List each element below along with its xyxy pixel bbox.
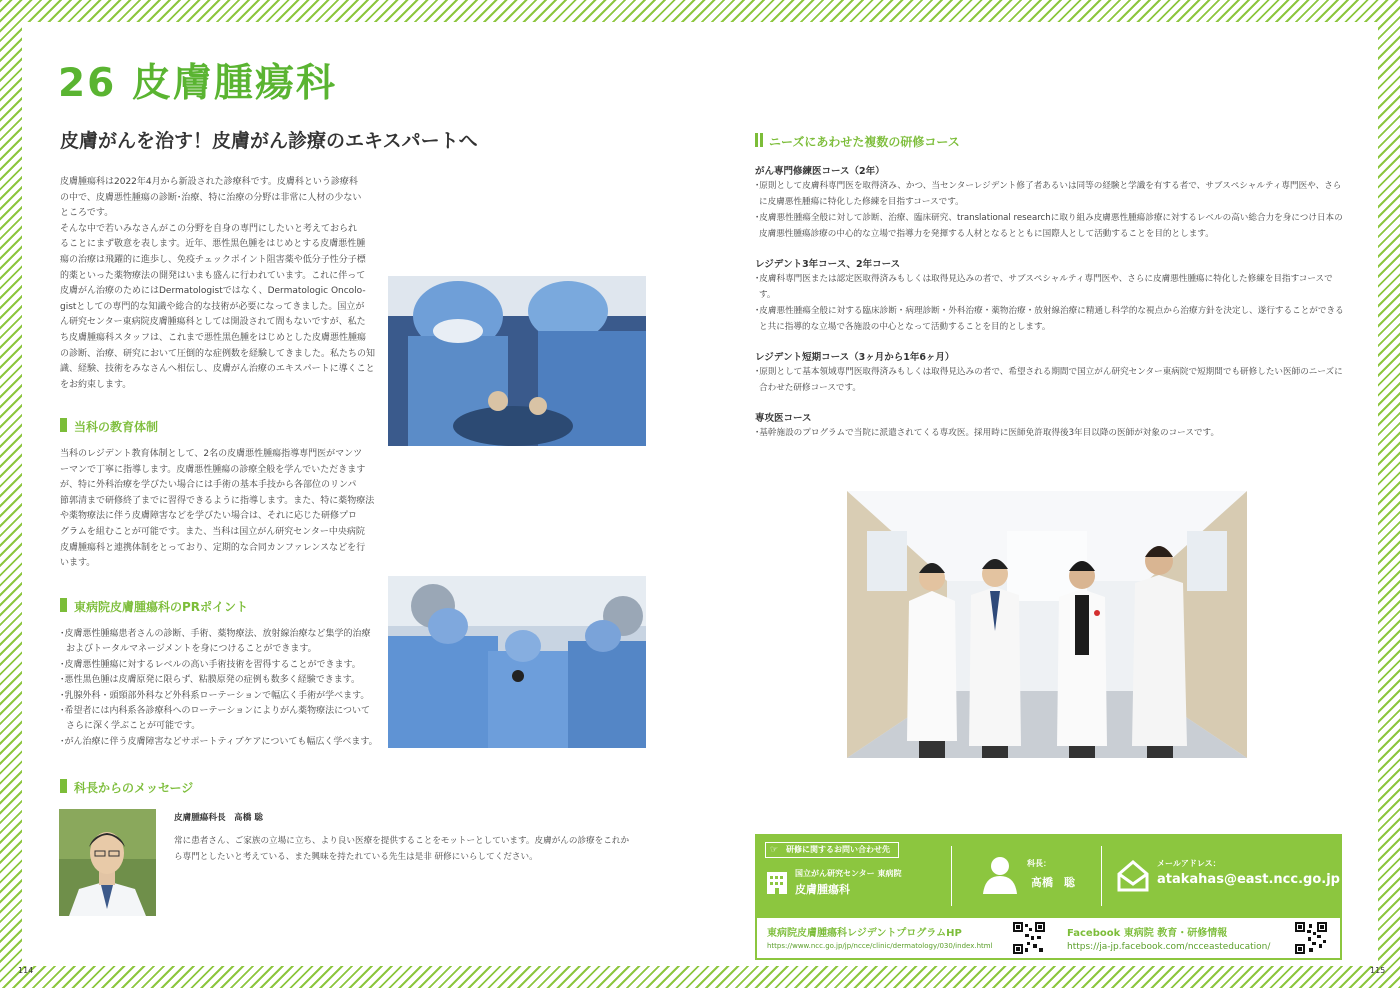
intro-line: をお約束します。 <box>60 379 132 390</box>
courses-heading: ニーズにあわせた複数の研修コース <box>755 133 960 150</box>
course-title: レジデント3年コース、2年コース <box>755 259 901 270</box>
education-line: 当科のレジデント教育体制として、2名の皮膚悪性腫瘍指導専門医がマンツ <box>60 449 363 459</box>
page-number-left: 114 <box>18 966 34 975</box>
intro-text <box>60 175 376 393</box>
intro-line: 的薬といった薬物療法の開発はいまも盛んに行われています。これに伴って <box>60 270 366 281</box>
link-facebook-url[interactable]: https://ja-jp.facebook.com/ncceasteducation/ <box>1067 942 1271 952</box>
contact-label <box>765 842 899 858</box>
link-facebook-title[interactable]: Facebook 東病院 教育・研修情報 <box>1067 928 1228 939</box>
link-residency-title[interactable]: 東病院皮膚腫瘍科レジデントプログラムHP <box>767 928 962 939</box>
contact-email-label: メールアドレス： <box>1157 859 1221 868</box>
intro-line: ん研究センター東病院皮膚腫瘍科としては開設されて間もないですが、私た <box>60 317 366 328</box>
surgery-photo-1 <box>388 276 646 446</box>
pr-point: ･皮膚悪性腫瘍患者さんの診断、手術、薬物療法、放射線治療など集学的治療およびトータルマネージメントを身につけることができます。 <box>60 629 371 655</box>
intro-line: の診断、治療、研究において圧倒的な症例数を経験してきました。私たちの知 <box>60 348 376 359</box>
contact-org-line1: 国立がん研究センター 東病院 <box>795 869 902 878</box>
right-page <box>700 22 1378 966</box>
staff-photo <box>847 491 1247 758</box>
lead-heading: 皮膚がんを治す！皮膚がん診療のエキスパートへ <box>60 130 478 152</box>
education-line: が、特に外科治療を学びたい場合には手術の基本手技から各部位のリンパ <box>60 480 357 491</box>
pr-heading: 東病院皮膚腫瘍科のPRポイント <box>60 598 248 615</box>
contact-head-label: 科長： <box>1027 859 1051 868</box>
contact-divider-1 <box>951 846 952 906</box>
left-page <box>22 22 700 966</box>
link-residency[interactable] <box>767 924 993 950</box>
course-item: ･皮膚悪性腫瘍全般に対して診断、治療、臨床研究、translational researchに取り組み皮膚悪性腫瘍診療に対するレベルの高い総合力を身につけ日本の皮膚悪性腫瘍診療の中心的な立場で指導力を発揮する人材となるとともに国際人として活動することを目的とします。 <box>755 213 1343 239</box>
message-text <box>174 833 654 865</box>
link-facebook[interactable] <box>1067 924 1270 952</box>
pr-point: ･皮膚悪性腫瘍に対するレベルの高い手術技術を習得することができます。 <box>60 659 361 670</box>
page-number-right: 115 <box>1370 966 1386 975</box>
contact-org-line2: 皮膚腫瘍科 <box>795 883 850 896</box>
course <box>755 349 1345 396</box>
intro-line: ることにまず敬意を表します。近年、悪性黒色腫をはじめとする皮膚悪性腫 <box>60 239 366 250</box>
contact-divider-2 <box>1101 846 1102 906</box>
contact-label-text: 研修に関するお問い合わせ先 <box>786 845 890 854</box>
intro-line: 皮膚がん治療のためにはDermatologistではなく、Dermatologic Oncolo- <box>60 286 366 297</box>
course <box>755 256 1345 335</box>
courses-list <box>755 163 1345 455</box>
message-line: 常に患者さん、ご家族の立場に立ち、より良い医療を提供することをモットーとしています。皮膚がんの診療をこれか <box>174 836 630 846</box>
building-icon <box>765 868 789 894</box>
education-text <box>60 447 375 572</box>
course-item: ･基幹施設のプログラムで当院に派遣されてくる専攻医。採用時に医師免許取得後3年目以降の医師が対象のコースです。 <box>755 428 1220 438</box>
message-author: 皮膚腫瘍科長 髙橋 聡 <box>174 813 263 823</box>
department-title: 26 皮膚腫瘍科 <box>58 61 337 106</box>
education-line: います。 <box>60 558 96 569</box>
course <box>755 410 1345 441</box>
education-line: や薬物療法に伴う皮膚障害などを学びたい場合は、それに応じた研修プロ <box>60 511 358 522</box>
course-item: ･原則として皮膚科専門医を取得済み、かつ、当センターレジデント修了者あるいは同等の経験と学識を有する者で、サブスペシャルティ専門医や、さらに皮膚悪性腫瘍に特化した修練を目指すコースです。 <box>755 181 1342 207</box>
surgery-photo-2 <box>388 576 646 748</box>
course-title: レジデント短期コース（3ヶ月から1年6ヶ月） <box>755 352 955 363</box>
contact-email[interactable]: atakahas@east.ncc.go.jp <box>1157 872 1340 887</box>
pr-point: ･希望者には内科系各診療科へのローテーションによりがん薬物療法についてさらに深く学ぶことが可能です。 <box>60 706 370 732</box>
pr-point: ･がん治療に伴う皮膚障害などサポートティブケアについても幅広く学べます。 <box>60 736 378 747</box>
pr-point: ･悪性黒色腫は皮膚原発に限らず、粘膜原発の症例も数多く経験できます。 <box>60 675 361 686</box>
contact-head-name: 髙橋 聡 <box>1031 876 1075 889</box>
director-portrait <box>59 809 156 916</box>
message-line: ら専門としたいと考えている、また興味を持たれている先生は是非 研修にいらしてください。 <box>174 852 538 862</box>
message-heading: 科長からのメッセージ <box>60 779 193 796</box>
pr-point: ･乳腺外科・頭頸部外科など外科系ローテーションで幅広く手術が学べます。 <box>60 690 370 701</box>
hand-icon: ☞ <box>770 845 779 855</box>
intro-line: ところです。 <box>60 208 114 219</box>
education-line: 皮膚腫瘍科と連携体制をとっており、定期的な合同カンファレンスなどを行 <box>60 542 366 553</box>
pr-list <box>60 627 378 750</box>
intro-line: 皮膚腫瘍科は2022年4月から新設された診療科です。皮膚科という診療科 <box>60 177 358 187</box>
person-icon <box>983 856 1017 894</box>
contact-panel <box>755 834 1342 916</box>
qr-code-facebook <box>1295 922 1327 954</box>
course <box>755 163 1345 242</box>
education-line: ーマンで丁寧に指導します。皮膚悪性腫瘍の診療全般を学んでいただきます <box>60 464 366 475</box>
education-line: 節郭清まで研修終了までに習得できるように指導します。また、特に薬物療法 <box>60 495 375 506</box>
contact-box <box>755 834 1342 960</box>
intro-line: 識、経験、技術をみなさんへ相伝し、皮膚がん治療のエキスパートに導くこと <box>60 364 375 375</box>
intro-line: 瘍の治療は飛躍的に進歩し、免疫チェックポイント阻害薬や低分子性分子標 <box>60 254 366 265</box>
education-line: グラムを組むことが可能です。また、当科は国立がん研究センター中央病院 <box>60 526 365 537</box>
intro-line: ち皮膚腫瘍科スタッフは、これまで悪性黒色腫をはじめとした皮膚悪性腫瘍 <box>60 332 367 343</box>
intro-line: の中で、皮膚悪性腫瘍の診断･治療、特に治療の分野は非常に人材の少ない <box>60 192 362 203</box>
course-title: 専攻医コース <box>755 413 812 424</box>
intro-line: そんな中で若いみなさんがこの分野を自身の専門にしたいと考えておられ <box>60 223 358 234</box>
education-heading: 当科の教育体制 <box>60 418 158 435</box>
links-panel <box>755 916 1342 960</box>
intro-line: gistとしての専門的な知識や総合的な技術が必要になってきました。国立が <box>60 301 365 312</box>
course-item: ･原則として基本領域専門医取得済みもしくは取得見込みの者で、希望される期間で国立がん研究センター東病院で短期間でも研修したい医師のニーズに合わせた研修コースです。 <box>755 367 1343 393</box>
course-item: ･皮膚科専門医または認定医取得済みもしくは取得見込みの者で、サブスペシャルティ専門医や、さらに皮膚悪性腫瘍に特化した修練を目指すコースです。 <box>755 274 1333 300</box>
course-title: がん専門修練医コース（2年） <box>755 166 885 177</box>
course-item: ･皮膚悪性腫瘍全般に対する臨床診断・病理診断・外科治療・薬物治療・放射線治療に精通し科学的な視点から治療方針を決定し、遂行することができると共に指導的な立場で各施設の中心となって活動することを目的とします。 <box>755 306 1344 332</box>
mail-icon <box>1117 860 1149 892</box>
link-residency-url[interactable]: https://www.ncc.go.jp/jp/ncce/clinic/dermatology/030/index.html <box>767 942 993 950</box>
qr-code-residency <box>1013 922 1045 954</box>
